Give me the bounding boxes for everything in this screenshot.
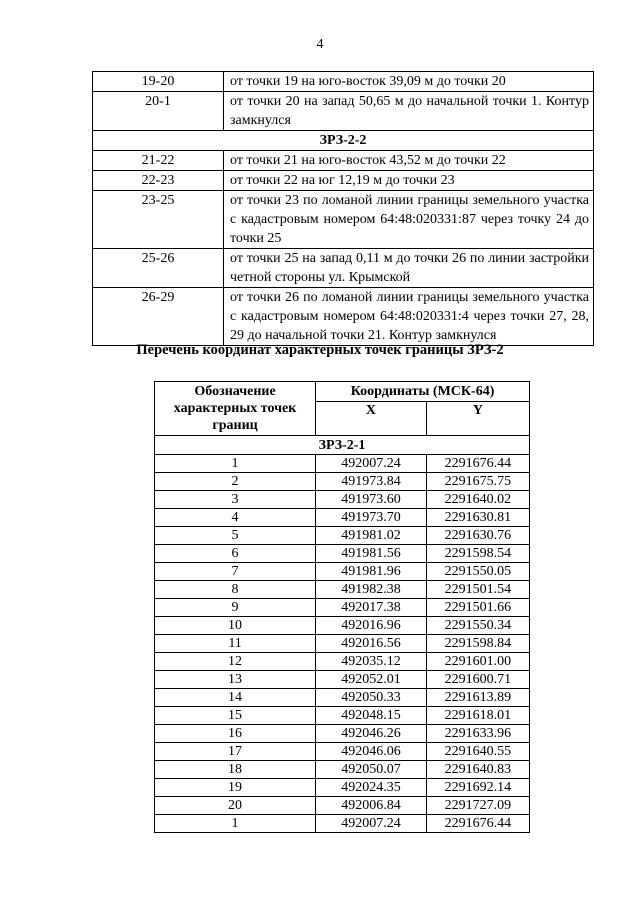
point-number: 20 — [155, 797, 316, 815]
point-number: 11 — [155, 635, 316, 653]
y-coordinate: 2291501.66 — [426, 599, 529, 617]
y-coordinate: 2291640.83 — [426, 761, 529, 779]
y-coordinate: 2291675.75 — [426, 473, 529, 491]
y-coordinate: 2291676.44 — [426, 815, 529, 833]
table-row — [93, 288, 594, 346]
y-coordinate: 2291550.34 — [426, 617, 529, 635]
x-coordinate: 491981.02 — [316, 527, 427, 545]
table-row — [155, 563, 530, 581]
segment-key: 21-22 — [93, 151, 224, 171]
x-coordinate: 491973.70 — [316, 509, 427, 527]
table-row — [93, 92, 594, 131]
table-row — [155, 527, 530, 545]
table-row — [93, 191, 594, 249]
coordinates-title: Перечень координат характерных точек границы ЗРЗ-2 — [136, 342, 504, 358]
segment-description-table — [92, 71, 594, 346]
y-coordinate: 2291600.71 — [426, 671, 529, 689]
point-number: 14 — [155, 689, 316, 707]
y-coordinate: 2291630.81 — [426, 509, 529, 527]
x-coordinate: 492050.33 — [316, 689, 427, 707]
point-number: 13 — [155, 671, 316, 689]
y-coordinate: 2291727.09 — [426, 797, 529, 815]
point-number: 10 — [155, 617, 316, 635]
table-row — [155, 581, 530, 599]
segment-description: от точки 20 на запад 50,65 м до начальной точки 1. Контур замкнулся — [224, 92, 594, 131]
y-coordinate: 2291676.44 — [426, 455, 529, 473]
table-row — [93, 249, 594, 288]
segment-key: 22-23 — [93, 171, 224, 191]
segment-key: 25-26 — [93, 249, 224, 288]
table-row — [155, 653, 530, 671]
x-coordinate: 492052.01 — [316, 671, 427, 689]
section-header-row — [93, 131, 594, 151]
y-coordinate: 2291618.01 — [426, 707, 529, 725]
x-coordinate: 492024.35 — [316, 779, 427, 797]
table-row — [155, 797, 530, 815]
table-row — [155, 491, 530, 509]
x-coordinate: 492048.15 — [316, 707, 427, 725]
table-row — [155, 599, 530, 617]
point-number: 5 — [155, 527, 316, 545]
point-number: 1 — [155, 455, 316, 473]
x-coordinate: 492007.24 — [316, 815, 427, 833]
table-row — [155, 689, 530, 707]
segment-description: от точки 25 на запад 0,11 м до точки 26 по линии застройки четной стороны ул. Крымской — [224, 249, 594, 288]
point-number: 17 — [155, 743, 316, 761]
x-coordinate: 492050.07 — [316, 761, 427, 779]
y-coordinate: 2291501.54 — [426, 581, 529, 599]
coordinates-header: Координаты (МСК-64) — [316, 382, 530, 402]
page-number: 4 — [316, 37, 324, 52]
y-coordinate: 2291640.55 — [426, 743, 529, 761]
y-coordinate: 2291640.02 — [426, 491, 529, 509]
table-row — [93, 171, 594, 191]
x-coordinate: 492016.56 — [316, 635, 427, 653]
table-row — [155, 509, 530, 527]
point-number: 12 — [155, 653, 316, 671]
y-coordinate: 2291633.96 — [426, 725, 529, 743]
point-number: 18 — [155, 761, 316, 779]
group-header-row — [155, 436, 530, 455]
table-row — [155, 707, 530, 725]
point-number: 2 — [155, 473, 316, 491]
table-row — [93, 72, 594, 92]
segment-key: 19-20 — [93, 72, 224, 92]
segment-key: 23-25 — [93, 191, 224, 249]
table-row — [155, 545, 530, 563]
segment-description: от точки 19 на юго-восток 39,09 м до точки 20 — [224, 72, 594, 92]
point-number: 3 — [155, 491, 316, 509]
segment-description: от точки 21 на юго-восток 43,52 м до точки 22 — [224, 151, 594, 171]
x-coordinate: 492016.96 — [316, 617, 427, 635]
segment-description: от точки 22 на юг 12,19 м до точки 23 — [224, 171, 594, 191]
segment-key: 26-29 — [93, 288, 224, 346]
x-coordinate: 492035.12 — [316, 653, 427, 671]
x-coordinate: 491973.84 — [316, 473, 427, 491]
point-number: 6 — [155, 545, 316, 563]
group-label: ЗРЗ-2-1 — [155, 436, 530, 455]
point-designation-header: Обозначение характерных точек границ — [155, 382, 316, 436]
y-coordinate: 2291692.14 — [426, 779, 529, 797]
table-header-row — [155, 382, 530, 402]
x-coordinate: 492046.06 — [316, 743, 427, 761]
y-coordinate: 2291613.89 — [426, 689, 529, 707]
table-row — [155, 635, 530, 653]
segment-key: 20-1 — [93, 92, 224, 131]
point-number: 15 — [155, 707, 316, 725]
point-number: 8 — [155, 581, 316, 599]
table-row — [155, 761, 530, 779]
coordinates-table — [154, 381, 530, 833]
x-coordinate: 491982.38 — [316, 581, 427, 599]
point-number: 19 — [155, 779, 316, 797]
section-label: ЗРЗ-2-2 — [93, 131, 594, 151]
y-header: Y — [426, 402, 529, 436]
table-row — [155, 743, 530, 761]
point-number: 7 — [155, 563, 316, 581]
x-coordinate: 491973.60 — [316, 491, 427, 509]
table-row — [155, 455, 530, 473]
x-header: X — [316, 402, 427, 436]
y-coordinate: 2291630.76 — [426, 527, 529, 545]
x-coordinate: 491981.96 — [316, 563, 427, 581]
y-coordinate: 2291601.00 — [426, 653, 529, 671]
table-row — [155, 815, 530, 833]
table-row — [155, 473, 530, 491]
table-row — [93, 151, 594, 171]
table-row — [155, 725, 530, 743]
point-number: 4 — [155, 509, 316, 527]
x-coordinate: 492006.84 — [316, 797, 427, 815]
point-number: 16 — [155, 725, 316, 743]
segment-description: от точки 26 по ломаной линии границы земельного участка с кадастровым номером 64:48:020331:4 через точки 27, 28, 29 до начальной точки 21. Контур замкнулся — [224, 288, 594, 346]
y-coordinate: 2291598.84 — [426, 635, 529, 653]
x-coordinate: 492017.38 — [316, 599, 427, 617]
table-row — [155, 617, 530, 635]
x-coordinate: 492007.24 — [316, 455, 427, 473]
table-row — [155, 779, 530, 797]
y-coordinate: 2291598.54 — [426, 545, 529, 563]
table-row — [155, 671, 530, 689]
x-coordinate: 491981.56 — [316, 545, 427, 563]
x-coordinate: 492046.26 — [316, 725, 427, 743]
point-number: 1 — [155, 815, 316, 833]
y-coordinate: 2291550.05 — [426, 563, 529, 581]
segment-description: от точки 23 по ломаной линии границы земельного участка с кадастровым номером 64:48:020331:87 через точку 24 до точки 25 — [224, 191, 594, 249]
point-number: 9 — [155, 599, 316, 617]
